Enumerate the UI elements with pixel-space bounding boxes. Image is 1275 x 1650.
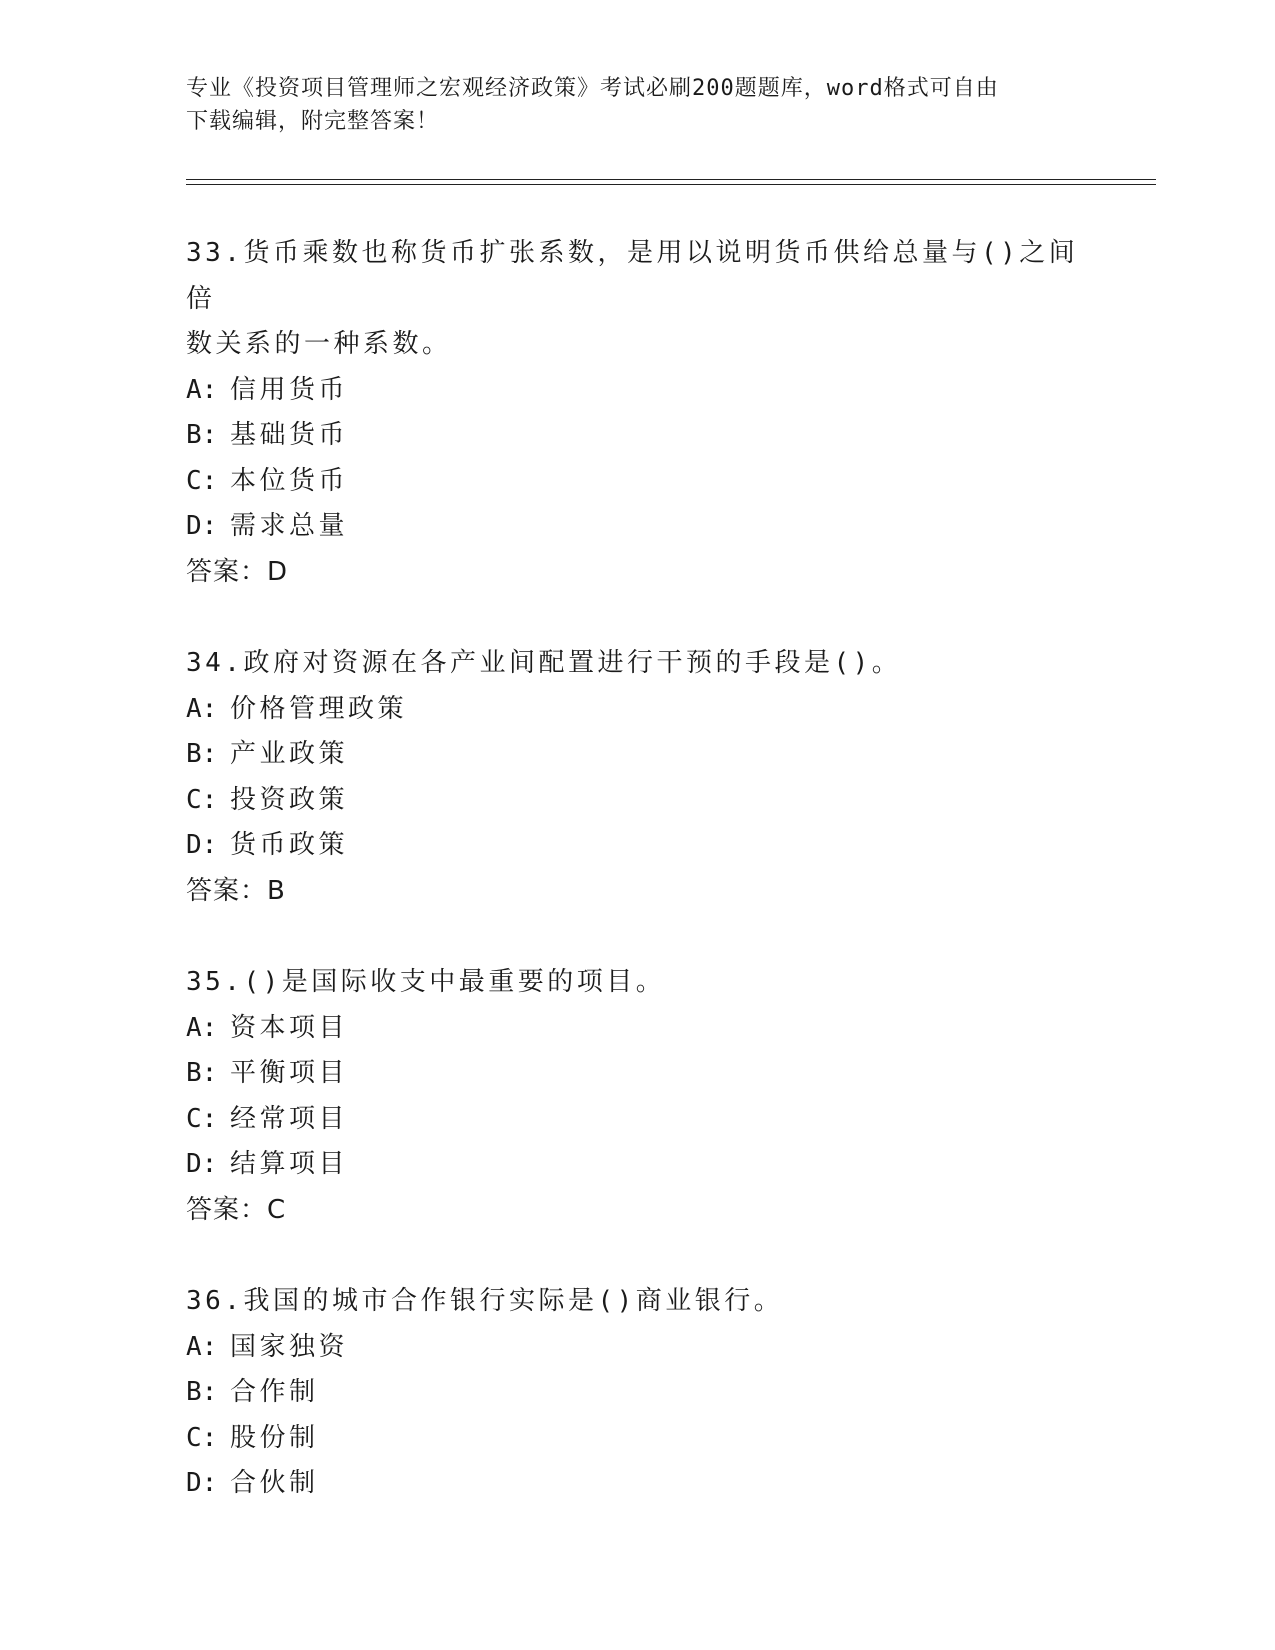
- option-key: B:: [186, 1377, 218, 1407]
- option-text: 平衡项目: [230, 1058, 349, 1088]
- option-text: 价格管理政策: [230, 693, 408, 724]
- option-b: [186, 413, 1086, 459]
- question-list: [186, 231, 1086, 1553]
- option-key: B:: [186, 420, 218, 450]
- option-text: 股份制: [230, 1422, 319, 1453]
- question-stem-continued: 数关系的一种系数。: [186, 329, 452, 359]
- option-key: C:: [186, 1422, 218, 1453]
- option-b: [186, 1370, 1086, 1416]
- option-key: D:: [186, 830, 218, 860]
- option-key: C:: [186, 784, 218, 815]
- option-c: [186, 1097, 1086, 1143]
- option-key: A:: [186, 374, 218, 405]
- option-key: C:: [186, 465, 218, 496]
- option-key: D:: [186, 1468, 218, 1498]
- option-b: [186, 1051, 1086, 1097]
- option-text: 资本项目: [230, 1012, 349, 1043]
- question-stem: 34.政府对资源在各产业间配置进行干预的手段是()。: [186, 648, 902, 678]
- intro-line-2: 下载编辑，附完整答案！: [186, 109, 440, 134]
- option-key: D:: [186, 1149, 218, 1179]
- header-divider-top: [186, 179, 1156, 180]
- option-key: A:: [186, 1012, 218, 1043]
- option-d: [186, 504, 1086, 550]
- option-key: A:: [186, 693, 218, 724]
- option-a: [186, 687, 1086, 733]
- answer-line: 答案：B: [186, 875, 286, 906]
- option-text: 基础货币: [230, 420, 349, 450]
- option-text: 产业政策: [230, 739, 349, 769]
- option-text: 需求总量: [230, 511, 349, 541]
- question-stem: 36.我国的城市合作银行实际是()商业银行。: [186, 1286, 784, 1316]
- answer-line: 答案：D: [186, 556, 289, 587]
- option-key: D:: [186, 511, 218, 541]
- question-stem: 35.()是国际收支中最重要的项目。: [186, 967, 666, 997]
- option-d: [186, 823, 1086, 869]
- option-text: 信用货币: [230, 374, 349, 405]
- option-text: 投资政策: [230, 784, 349, 815]
- question-36: [186, 1279, 1086, 1507]
- option-text: 合作制: [230, 1377, 319, 1407]
- header-divider-bottom: [186, 184, 1156, 185]
- option-a: [186, 1325, 1086, 1371]
- question-33: [186, 231, 1086, 595]
- answer-line: 答案：C: [186, 1194, 287, 1225]
- option-key: C:: [186, 1103, 218, 1134]
- question-34: [186, 641, 1086, 914]
- option-c: [186, 1416, 1086, 1462]
- option-b: [186, 732, 1086, 778]
- option-text: 本位货币: [230, 465, 349, 496]
- option-text: 合伙制: [230, 1468, 319, 1498]
- option-text: 结算项目: [230, 1149, 349, 1179]
- question-stem: 33.货币乘数也称货币扩张系数，是用以说明货币供给总量与()之间倍: [186, 238, 1079, 314]
- option-key: B:: [186, 1058, 218, 1088]
- option-text: 经常项目: [230, 1103, 349, 1134]
- option-text: 货币政策: [230, 830, 349, 860]
- option-a: [186, 1006, 1086, 1052]
- option-key: A:: [186, 1331, 218, 1362]
- option-d: [186, 1142, 1086, 1188]
- option-c: [186, 778, 1086, 824]
- question-35: [186, 960, 1086, 1233]
- option-text: 国家独资: [230, 1331, 349, 1362]
- option-c: [186, 459, 1086, 505]
- document-intro: [186, 72, 1086, 138]
- option-a: [186, 368, 1086, 414]
- option-d: [186, 1461, 1086, 1507]
- option-key: B:: [186, 739, 218, 769]
- intro-line-1: 专业《投资项目管理师之宏观经济政策》考试必刷200题题库，word格式可自由: [186, 76, 999, 101]
